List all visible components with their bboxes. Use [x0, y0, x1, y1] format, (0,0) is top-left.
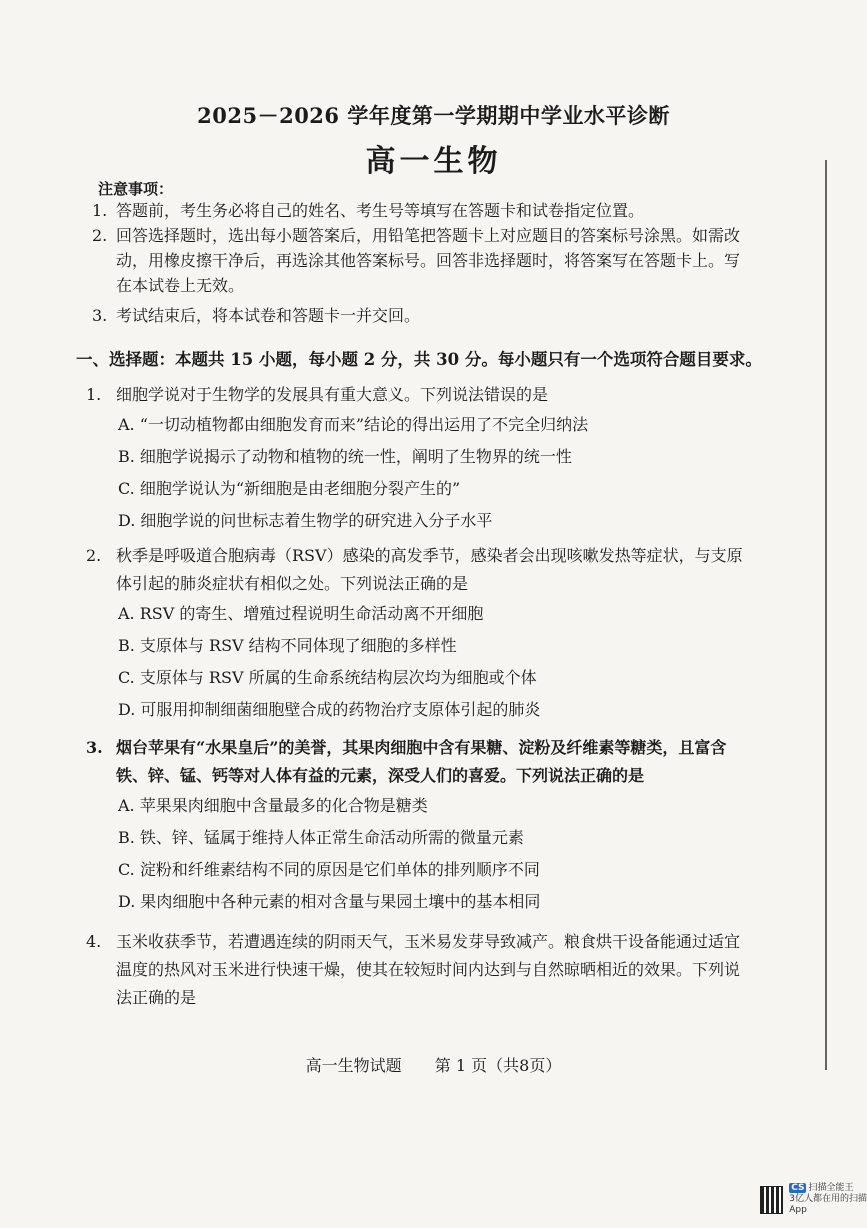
question-number: 1.	[86, 385, 102, 404]
footer-page-number: 第 1 页（共8页）	[434, 1056, 562, 1075]
cs-logo-icon: CS	[791, 1183, 805, 1193]
notice-item	[92, 198, 752, 223]
option-a: A. 苹果果肉细胞中含量最多的化合物是糖类	[118, 796, 428, 815]
page-footer	[0, 1053, 867, 1076]
section-heading: 一、选择题：本题共 15 小题，每小题 2 分，共 30 分。每小题只有一个选项符合题目要求。	[76, 350, 762, 369]
question-number: 3.	[86, 738, 103, 757]
option-c: C. 细胞学说认为“新细胞是由老细胞分裂产生的”	[118, 479, 461, 498]
question-stem	[86, 542, 746, 598]
option-a: A. RSV 的寄生、增殖过程说明生命活动离不开细胞	[118, 604, 484, 623]
notice-num: 1.	[92, 201, 108, 220]
question-2	[86, 542, 746, 726]
binding-line	[825, 160, 827, 1070]
exam-title: 2025－2026 学年度第一学期期中学业水平诊断	[197, 103, 670, 128]
scanner-logo	[789, 1183, 867, 1216]
option-c: C. 淀粉和纤维素结构不同的原因是它们单体的排列顺序不同	[118, 860, 540, 879]
question-text: 秋季是呼吸道合胞病毒（RSV）感染的高发季节，感染者会出现咳嗽发热等症状，与支原体引起的肺炎症状有相似之处。下列说法正确的是	[116, 546, 743, 593]
option-d: D. 果肉细胞中各种元素的相对含量与果园土壤中的基本相同	[118, 892, 541, 911]
question-text: 细胞学说对于生物学的发展具有重大意义。下列说法错误的是	[116, 385, 549, 404]
question-4	[86, 928, 746, 1012]
scanner-tagline: 3亿人都在用的扫描App	[789, 1194, 867, 1215]
notice-heading: 注意事项：	[98, 180, 174, 198]
option-d: D. 细胞学说的问世标志着生物学的研究进入分子水平	[118, 511, 493, 530]
notice-list	[92, 198, 752, 328]
option-c: C. 支原体与 RSV 所属的生命系统结构层次均为细胞或个体	[118, 668, 537, 687]
question-number: 2.	[86, 546, 102, 565]
notice-text: 答题前，考生务必将自己的姓名、考生号等填写在答题卡和试卷指定位置。	[116, 201, 645, 220]
notice-text: 回答选择题时，选出每小题答案后，用铅笔把答题卡上对应题目的答案标号涂黑。如需改动，用橡皮擦干净后，再选涂其他答案标号。回答非选择题时，将答案写在答题卡上。写在本试卷上无效。	[116, 226, 741, 295]
notice-text: 考试结束后，将本试卷和答题卡一并交回。	[116, 306, 421, 325]
question-stem	[86, 381, 746, 409]
option-d: D. 可服用抑制细菌细胞壁合成的药物治疗支原体引起的肺炎	[118, 700, 541, 719]
subject-title: 高一生物	[365, 144, 502, 179]
question-number: 4.	[86, 932, 102, 951]
option-b: B. 铁、锌、锰属于维持人体正常生命活动所需的微量元素	[118, 828, 524, 847]
qr-code-icon	[760, 1186, 783, 1214]
notice-item	[92, 223, 752, 298]
question-text: 玉米收获季节，若遭遇连续的阴雨天气，玉米易发芽导致减产。粮食烘干设备能通过适宜温度的热风对玉米进行快速干燥，使其在较短时间内达到与自然晾晒相近的效果。下列说法正确的是	[116, 932, 741, 1007]
option-a: A. “一切动植物都由细胞发育而来”结论的得出运用了不完全归纳法	[118, 415, 589, 434]
notice-num: 3.	[92, 306, 108, 325]
question-3	[86, 734, 746, 918]
question-text: 烟台苹果有“水果皇后”的美誉，其果肉细胞中含有果糖、淀粉及纤维素等糖类，且富含铁、锌、锰、钙等对人体有益的元素，深受人们的喜爱。下列说法正确的是	[116, 738, 727, 785]
scanner-watermark	[760, 1183, 867, 1216]
notice-num: 2.	[92, 226, 108, 245]
question-stem	[86, 734, 746, 790]
option-b: B. 细胞学说揭示了动物和植物的统一性，阐明了生物界的统一性	[118, 447, 572, 466]
footer-subject: 高一生物试题	[305, 1056, 402, 1075]
option-b: B. 支原体与 RSV 结构不同体现了细胞的多样性	[118, 636, 457, 655]
scanner-name: 扫描全能王	[808, 1183, 854, 1193]
notice-item	[92, 303, 752, 328]
question-1	[86, 381, 746, 537]
question-stem	[86, 928, 746, 1012]
